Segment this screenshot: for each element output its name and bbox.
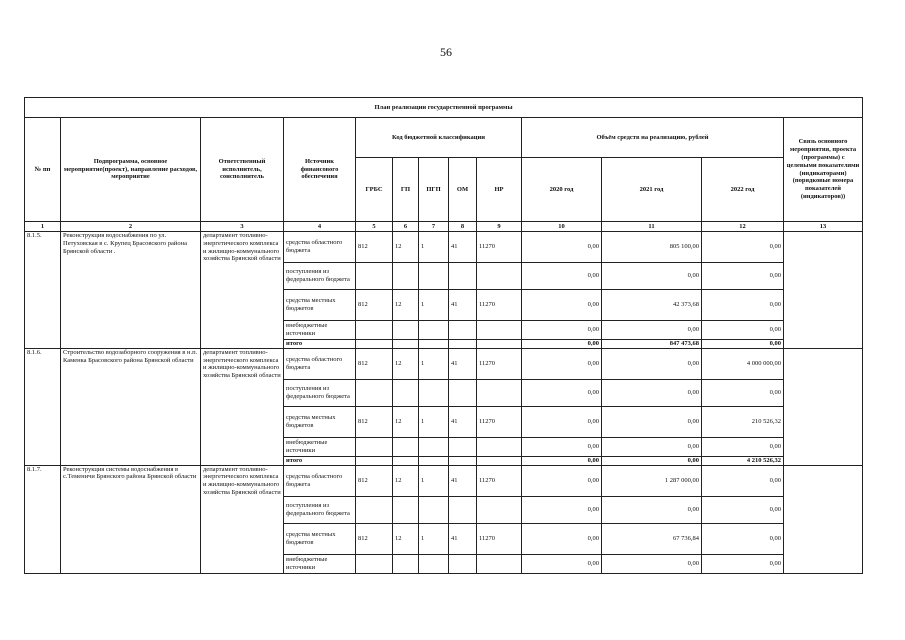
source-label: средства областного бюджета — [284, 465, 356, 496]
gp-cell: 12 — [393, 232, 419, 263]
row-number: 8.1.6. — [25, 348, 61, 465]
grbs-cell: 812 — [356, 406, 393, 437]
header-nr: НР — [477, 158, 522, 222]
index-cell: 2 — [61, 222, 201, 232]
header-code-group: Код бюджетной классификации — [356, 118, 522, 158]
table-row — [25, 348, 863, 379]
header-om: ОМ — [449, 158, 477, 222]
nr-cell — [477, 263, 522, 290]
om-cell — [449, 379, 477, 406]
code-cell — [393, 456, 419, 465]
index-cell: 10 — [522, 222, 602, 232]
page-number: 56 — [440, 45, 452, 59]
om-cell: 41 — [449, 232, 477, 263]
nr-cell: 11270 — [477, 406, 522, 437]
value-2020: 0,00 — [522, 456, 602, 465]
gp-cell — [393, 496, 419, 523]
value-2022: 0,00 — [702, 496, 784, 523]
grbs-cell: 812 — [356, 232, 393, 263]
value-2020: 0,00 — [522, 290, 602, 321]
value-2022: 4 000 000,00 — [702, 348, 784, 379]
source-label: поступления из федерального бюджета — [284, 263, 356, 290]
value-2020: 0,00 — [522, 340, 602, 349]
pgp-cell — [419, 263, 449, 290]
table-row — [25, 232, 863, 263]
code-cell — [356, 340, 393, 349]
value-2021: 0,00 — [602, 406, 702, 437]
nr-cell: 11270 — [477, 465, 522, 496]
source-label: внебюджетные источники — [284, 554, 356, 573]
value-2020: 0,00 — [522, 232, 602, 263]
index-cell: 9 — [477, 222, 522, 232]
gp-cell — [393, 437, 419, 456]
nr-cell: 11270 — [477, 290, 522, 321]
nr-cell — [477, 437, 522, 456]
index-cell: 1 — [25, 222, 61, 232]
header-2020: 2020 год — [522, 158, 602, 222]
code-cell — [419, 340, 449, 349]
index-cell: 11 — [602, 222, 702, 232]
index-cell: 6 — [393, 222, 419, 232]
header-gp: ГП — [393, 158, 419, 222]
code-cell — [449, 340, 477, 349]
om-cell — [449, 554, 477, 573]
om-cell: 41 — [449, 523, 477, 554]
om-cell: 41 — [449, 465, 477, 496]
header-2022: 2022 год — [702, 158, 784, 222]
value-2021: 42 373,68 — [602, 290, 702, 321]
value-2021: 805 100,00 — [602, 232, 702, 263]
value-2021: 0,00 — [602, 456, 702, 465]
header-subprogram: Подпрограмма, основное мероприятие(проект), направление расходов, мероприятие — [61, 118, 201, 222]
row-number: 8.1.7. — [25, 465, 61, 573]
code-cell — [477, 340, 522, 349]
source-label: средства местных бюджетов — [284, 406, 356, 437]
index-cell: 13 — [784, 222, 863, 232]
value-2022: 4 210 526,32 — [702, 456, 784, 465]
value-2020: 0,00 — [522, 406, 602, 437]
gp-cell: 12 — [393, 290, 419, 321]
nr-cell: 11270 — [477, 232, 522, 263]
pgp-cell: 1 — [419, 406, 449, 437]
om-cell: 41 — [449, 290, 477, 321]
value-2020: 0,00 — [522, 321, 602, 340]
code-cell — [356, 456, 393, 465]
row-name: Строительство водозаборного сооружения в н.п. Каменка Брасовского района Брянской области — [61, 348, 201, 465]
source-label: итого — [284, 340, 356, 349]
grbs-cell — [356, 554, 393, 573]
value-2020: 0,00 — [522, 496, 602, 523]
pgp-cell: 1 — [419, 290, 449, 321]
value-2021: 0,00 — [602, 321, 702, 340]
header-grbs: ГРБС — [356, 158, 393, 222]
link-cell — [784, 232, 863, 349]
header-link: Связь основного мероприятия, проекта (программы) с целевыми показателями (индикаторами) (порядковые номера показателей (индикаторов)) — [784, 118, 863, 222]
index-cell: 3 — [201, 222, 284, 232]
source-label: средства местных бюджетов — [284, 290, 356, 321]
nr-cell: 11270 — [477, 348, 522, 379]
code-cell — [449, 456, 477, 465]
pgp-cell — [419, 321, 449, 340]
header-pgp: ПГП — [419, 158, 449, 222]
grbs-cell: 812 — [356, 348, 393, 379]
value-2020: 0,00 — [522, 523, 602, 554]
grbs-cell: 812 — [356, 523, 393, 554]
row-name: Реконструкция системы водоснабжения в с.Теменичи Брянского района Брянской области — [61, 465, 201, 573]
index-cell: 5 — [356, 222, 393, 232]
value-2020: 0,00 — [522, 465, 602, 496]
value-2022: 0,00 — [702, 321, 784, 340]
value-2021: 0,00 — [602, 496, 702, 523]
om-cell: 41 — [449, 348, 477, 379]
row-executor: департамент топливно-энергетического комплекса и жилищно-коммунального хозяйства Брянской области — [201, 465, 284, 573]
value-2021: 0,00 — [602, 554, 702, 573]
value-2020: 0,00 — [522, 554, 602, 573]
table-title: План реализации государственной программы — [25, 98, 863, 118]
value-2021: 0,00 — [602, 348, 702, 379]
pgp-cell: 1 — [419, 465, 449, 496]
value-2022: 0,00 — [702, 290, 784, 321]
header-source: Источник финансового обеспечения — [284, 118, 356, 222]
pgp-cell — [419, 379, 449, 406]
row-name: Реконструкция водоснабжения по ул. Петуховская в с. Крупец Брасовского района Брянской области . — [61, 232, 201, 349]
gp-cell: 12 — [393, 406, 419, 437]
pgp-cell: 1 — [419, 523, 449, 554]
om-cell — [449, 437, 477, 456]
value-2021: 847 473,68 — [602, 340, 702, 349]
pgp-cell — [419, 496, 449, 523]
nr-cell — [477, 554, 522, 573]
value-2020: 0,00 — [522, 379, 602, 406]
pgp-cell — [419, 437, 449, 456]
value-2022: 0,00 — [702, 232, 784, 263]
value-2022: 210 526,32 — [702, 406, 784, 437]
value-2020: 0,00 — [522, 437, 602, 456]
code-cell — [477, 456, 522, 465]
grbs-cell — [356, 437, 393, 456]
table-row — [25, 465, 863, 496]
value-2021: 0,00 — [602, 437, 702, 456]
source-label: внебюджетные источники — [284, 321, 356, 340]
index-cell: 8 — [449, 222, 477, 232]
value-2022: 0,00 — [702, 437, 784, 456]
value-2020: 0,00 — [522, 348, 602, 379]
source-label: итого — [284, 456, 356, 465]
source-label: средства местных бюджетов — [284, 523, 356, 554]
plan-table — [24, 97, 863, 574]
value-2021: 0,00 — [602, 379, 702, 406]
source-label: средства областного бюджета — [284, 232, 356, 263]
grbs-cell: 812 — [356, 465, 393, 496]
source-label: внебюджетные источники — [284, 437, 356, 456]
gp-cell — [393, 321, 419, 340]
header-2021: 2021 год — [602, 158, 702, 222]
header-volume-group: Объём средств на реализацию, рублей — [522, 118, 784, 158]
value-2021: 1 287 000,00 — [602, 465, 702, 496]
om-cell — [449, 321, 477, 340]
value-2022: 0,00 — [702, 263, 784, 290]
row-executor: департамент топливно-энергетического комплекса и жилищно-коммунального хозяйства Брянской области — [201, 232, 284, 349]
index-cell: 12 — [702, 222, 784, 232]
gp-cell: 12 — [393, 465, 419, 496]
index-cell: 4 — [284, 222, 356, 232]
row-executor: департамент топливно-энергетического комплекса и жилищно-коммунального хозяйства Брянской области — [201, 348, 284, 465]
nr-cell — [477, 321, 522, 340]
nr-cell: 11270 — [477, 523, 522, 554]
value-2022: 0,00 — [702, 465, 784, 496]
gp-cell: 12 — [393, 348, 419, 379]
grbs-cell — [356, 263, 393, 290]
grbs-cell: 812 — [356, 290, 393, 321]
value-2022: 0,00 — [702, 379, 784, 406]
value-2022: 0,00 — [702, 523, 784, 554]
source-label: поступления из федерального бюджета — [284, 496, 356, 523]
gp-cell — [393, 263, 419, 290]
gp-cell — [393, 379, 419, 406]
value-2020: 0,00 — [522, 263, 602, 290]
header-num: № пп — [25, 118, 61, 222]
grbs-cell — [356, 379, 393, 406]
code-cell — [419, 456, 449, 465]
source-label: средства областного бюджета — [284, 348, 356, 379]
gp-cell: 12 — [393, 523, 419, 554]
value-2021: 67 736,84 — [602, 523, 702, 554]
value-2022: 0,00 — [702, 340, 784, 349]
grbs-cell — [356, 496, 393, 523]
nr-cell — [477, 379, 522, 406]
row-number: 8.1.5. — [25, 232, 61, 349]
link-cell — [784, 465, 863, 573]
pgp-cell: 1 — [419, 348, 449, 379]
link-cell — [784, 348, 863, 465]
nr-cell — [477, 496, 522, 523]
om-cell — [449, 263, 477, 290]
om-cell: 41 — [449, 406, 477, 437]
om-cell — [449, 496, 477, 523]
index-cell: 7 — [419, 222, 449, 232]
value-2022: 0,00 — [702, 554, 784, 573]
pgp-cell — [419, 554, 449, 573]
code-cell — [393, 340, 419, 349]
header-executor: Ответственный исполнитель, соисполнитель — [201, 118, 284, 222]
grbs-cell — [356, 321, 393, 340]
source-label: поступления из федерального бюджета — [284, 379, 356, 406]
value-2021: 0,00 — [602, 263, 702, 290]
gp-cell — [393, 554, 419, 573]
pgp-cell: 1 — [419, 232, 449, 263]
